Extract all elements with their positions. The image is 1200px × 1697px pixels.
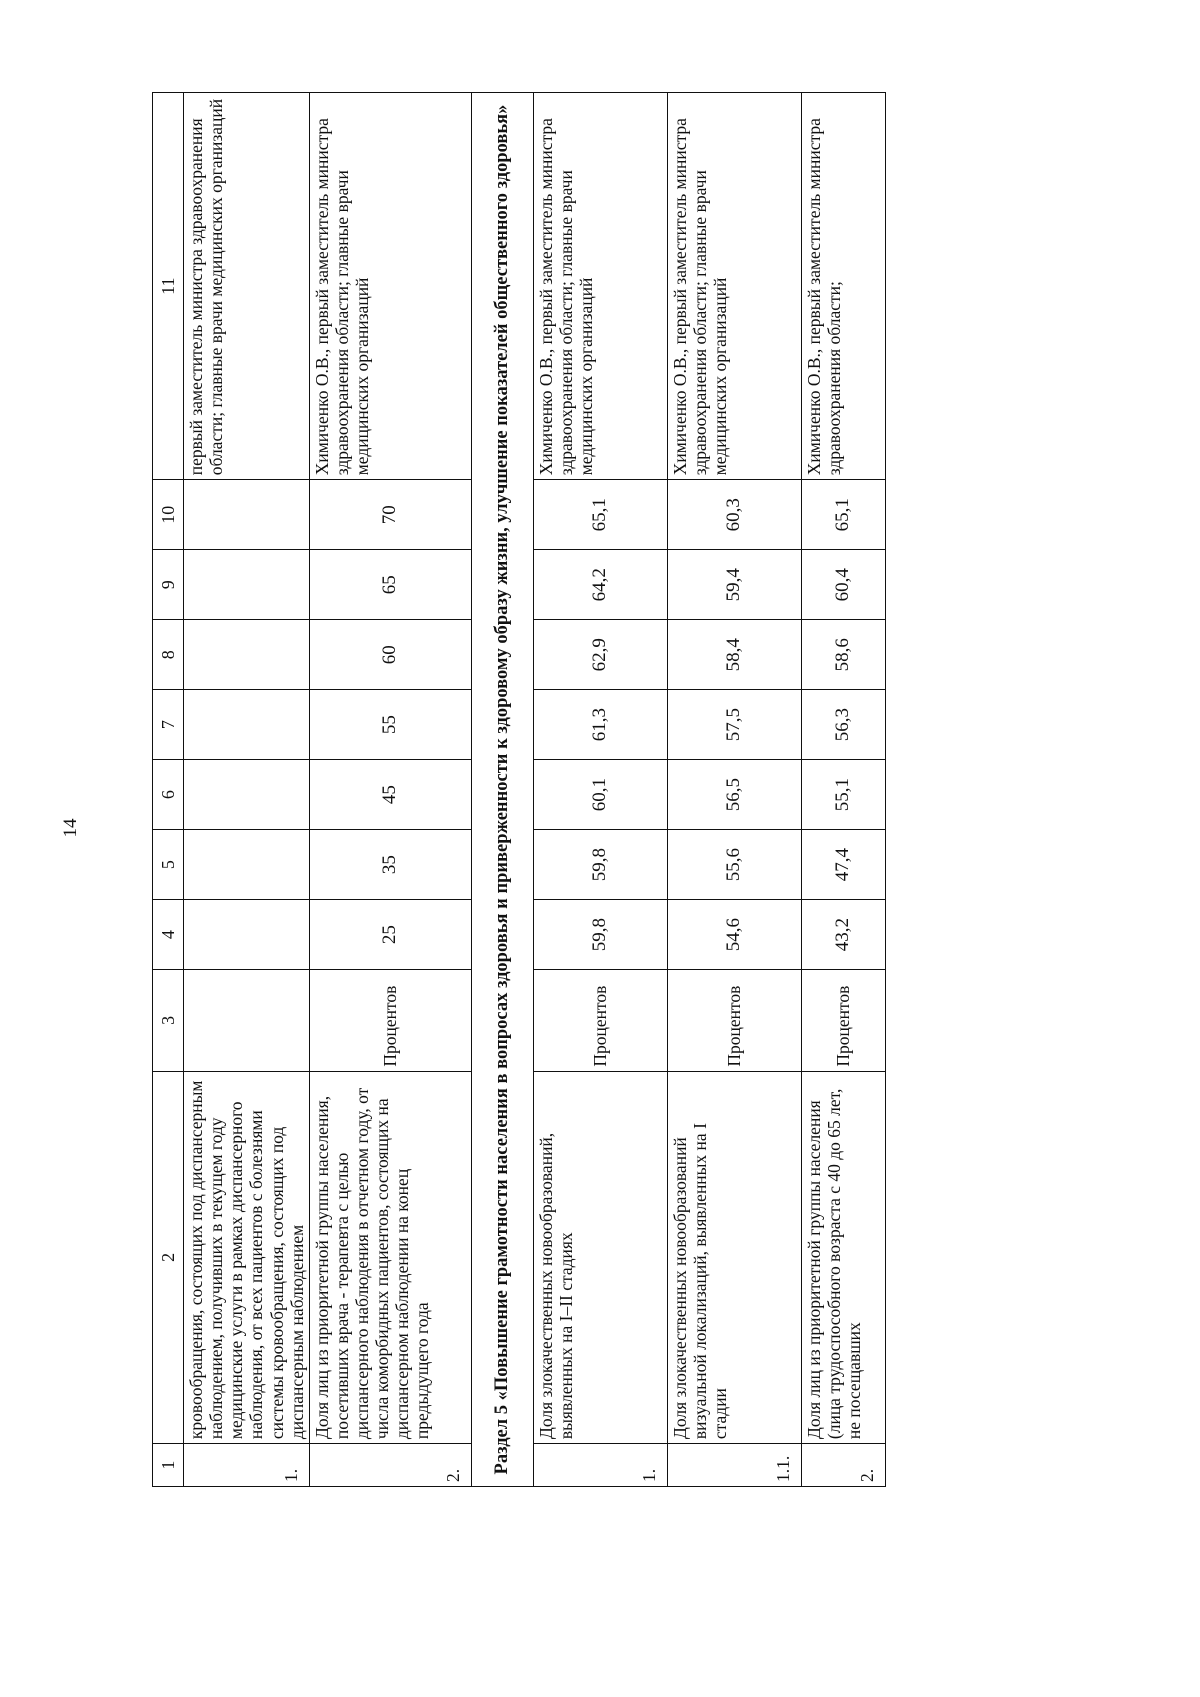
column-header: 9 xyxy=(153,550,184,620)
value-cell: 59,8 xyxy=(533,900,667,970)
value-cell: 25 xyxy=(309,900,471,970)
value-cell: 55,1 xyxy=(801,760,885,830)
value-cell: 54,6 xyxy=(667,900,801,970)
section-title: Раздел 5 «Повышение грамотности населения в вопросах здоровья и приверженности к здоровому образу жизни, улучшение показателей общественного здоровья» xyxy=(471,93,533,1487)
row-number: 1. xyxy=(533,1444,667,1487)
indicator-name: Доля лиц из приоритетной группы населения (лица трудоспособного возраста с 40 до 65 лет, не посещавших xyxy=(801,1071,885,1443)
value-cell: 47,4 xyxy=(801,830,885,900)
value-cell: 64,2 xyxy=(533,550,667,620)
indicator-name: Доля злокачественных новообразований, выявленных на I–II стадиях xyxy=(533,1071,667,1443)
value-cell xyxy=(184,900,310,970)
value-cell: 58,6 xyxy=(801,620,885,690)
value-cell xyxy=(184,760,310,830)
page-number: 14 xyxy=(60,818,81,838)
column-header: 8 xyxy=(153,620,184,690)
table-row xyxy=(667,93,801,1487)
column-header: 11 xyxy=(153,93,184,480)
column-header: 10 xyxy=(153,480,184,550)
responsible-cell: первый заместитель министра здравоохранения области; главные врачи медицинских организаций xyxy=(184,93,310,480)
rotated-table-inner xyxy=(152,92,945,1487)
value-cell: 65,1 xyxy=(533,480,667,550)
indicators-table xyxy=(152,92,886,1487)
value-cell: 60,1 xyxy=(533,760,667,830)
row-number: 2. xyxy=(309,1444,471,1487)
row-number: 1. xyxy=(184,1444,310,1487)
column-header: 6 xyxy=(153,760,184,830)
value-cell: 60,3 xyxy=(667,480,801,550)
responsible-cell: Химиченко О.В., первый заместитель министра здравоохранения области; xyxy=(801,93,885,480)
column-header: 2 xyxy=(153,1071,184,1443)
column-header: 1 xyxy=(153,1444,184,1487)
column-header: 5 xyxy=(153,830,184,900)
unit-cell: Процентов xyxy=(667,970,801,1072)
table-row xyxy=(309,93,471,1487)
value-cell: 57,5 xyxy=(667,690,801,760)
column-number-row xyxy=(153,93,184,1487)
value-cell xyxy=(184,830,310,900)
value-cell: 35 xyxy=(309,830,471,900)
table-row xyxy=(801,93,885,1487)
value-cell: 55,6 xyxy=(667,830,801,900)
value-cell: 43,2 xyxy=(801,900,885,970)
table-row xyxy=(184,93,310,1487)
indicator-name: Доля лиц из приоритетной группы населения, посетивших врача - терапевта с целью диспансерного наблюдения в отчетном году, от числа коморбидных пациентов, состоящих на диспансерном наблюдении на конец предыдущего года xyxy=(309,1071,471,1443)
responsible-cell: Химиченко О.В., первый заместитель министра здравоохранения области; главные врачи медицинских организаций xyxy=(533,93,667,480)
indicator-name: кровообращения, состоящих под диспансерным наблюдением, получивших в текущем году медицинские услуги в рамках диспансерного наблюдения, от всех пациентов с болезнями системы кровообращения, состоящих под диспансерным наблюдением xyxy=(184,1071,310,1443)
section-row xyxy=(471,93,533,1487)
table-row xyxy=(533,93,667,1487)
unit-cell: Процентов xyxy=(533,970,667,1072)
value-cell: 56,3 xyxy=(801,690,885,760)
value-cell: 59,4 xyxy=(667,550,801,620)
row-number: 1.1. xyxy=(667,1444,801,1487)
unit-cell: Процентов xyxy=(801,970,885,1072)
indicator-name: Доля злокачественных новообразований визуальной локализаций, выявленных на I стадии xyxy=(667,1071,801,1443)
value-cell: 45 xyxy=(309,760,471,830)
value-cell: 60,4 xyxy=(801,550,885,620)
value-cell: 70 xyxy=(309,480,471,550)
column-header: 4 xyxy=(153,900,184,970)
value-cell xyxy=(184,550,310,620)
value-cell: 58,4 xyxy=(667,620,801,690)
unit-cell: Процентов xyxy=(309,970,471,1072)
value-cell: 65 xyxy=(309,550,471,620)
value-cell: 56,5 xyxy=(667,760,801,830)
rotated-table-wrapper xyxy=(152,92,945,1487)
column-header: 7 xyxy=(153,690,184,760)
value-cell: 61,3 xyxy=(533,690,667,760)
column-header: 3 xyxy=(153,970,184,1072)
value-cell: 60 xyxy=(309,620,471,690)
value-cell: 65,1 xyxy=(801,480,885,550)
value-cell: 62,9 xyxy=(533,620,667,690)
responsible-cell: Химиченко О.В., первый заместитель министра здравоохранения области; главные врачи медицинских организаций xyxy=(309,93,471,480)
row-number: 2. xyxy=(801,1444,885,1487)
value-cell: 55 xyxy=(309,690,471,760)
unit-cell xyxy=(184,970,310,1072)
value-cell xyxy=(184,620,310,690)
value-cell xyxy=(184,480,310,550)
value-cell: 59,8 xyxy=(533,830,667,900)
responsible-cell: Химиченко О.В., первый заместитель министра здравоохранения области; главные врачи медицинских организаций xyxy=(667,93,801,480)
value-cell xyxy=(184,690,310,760)
